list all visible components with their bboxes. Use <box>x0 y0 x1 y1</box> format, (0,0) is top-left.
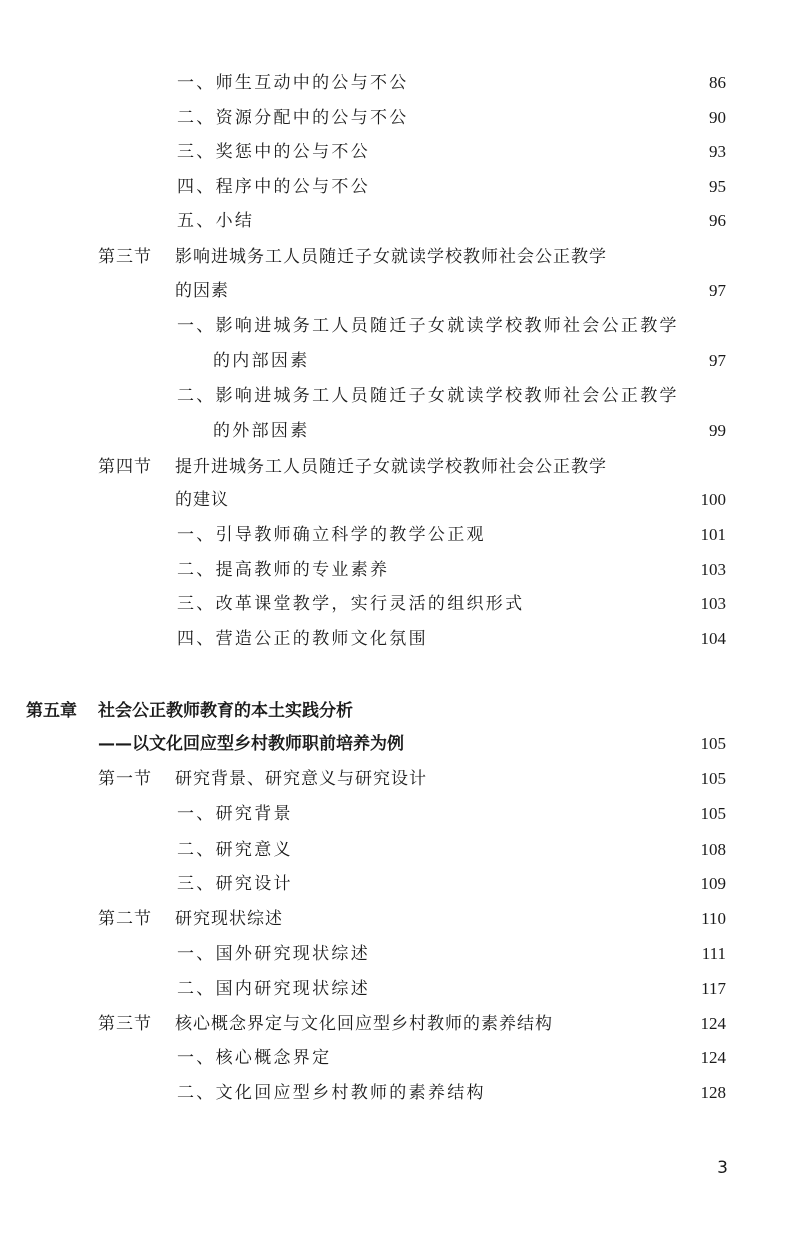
entry-title: 三、改革课堂教学，实行灵活的组织形式 <box>177 594 525 614</box>
section-label: 第三节 <box>98 247 152 267</box>
toc-chapter <box>0 696 790 726</box>
entry-page: 99 <box>709 421 726 440</box>
toc-entry <box>0 172 790 202</box>
toc-entry <box>0 137 790 167</box>
entry-title: 一、研究背景 <box>177 804 293 824</box>
section-label: 第四节 <box>98 457 152 477</box>
section-title-cont: 的因素 <box>175 281 229 301</box>
section-title: 研究背景、研究意义与研究设计 <box>175 769 427 789</box>
toc-entry <box>0 869 790 899</box>
toc-section-cont <box>0 276 790 306</box>
entry-page: 117 <box>701 979 726 998</box>
chapter-title: 社会公正教师教育的本土实践分析 <box>98 701 353 721</box>
entry-page: 128 <box>700 1083 726 1102</box>
entry-title: 一、师生互动中的公与不公 <box>177 73 409 93</box>
toc-chapter-subtitle <box>0 729 790 759</box>
entry-title: 二、研究意义 <box>177 840 293 860</box>
entry-page: 104 <box>700 629 726 648</box>
toc-entry <box>0 974 790 1004</box>
toc-section <box>0 452 790 482</box>
entry-title: 一、国外研究现状综述 <box>177 944 370 964</box>
toc-entry <box>0 206 790 236</box>
entry-title-cont: 的内部因素 <box>213 351 310 371</box>
entry-page: 100 <box>700 490 726 509</box>
section-label: 第三节 <box>98 1014 152 1034</box>
section-label: 第一节 <box>98 769 152 789</box>
toc-entry <box>0 1078 790 1108</box>
entry-title: 二、资源分配中的公与不公 <box>177 108 409 128</box>
toc-entry <box>0 311 790 341</box>
entry-page: 93 <box>709 142 726 161</box>
entry-title: 三、研究设计 <box>177 874 293 894</box>
toc-section <box>0 1009 790 1039</box>
section-title: 影响进城务工人员随迁子女就读学校教师社会公正教学 <box>175 247 607 267</box>
toc-entry <box>0 939 790 969</box>
toc-entry <box>0 103 790 133</box>
section-title: 研究现状综述 <box>175 909 283 929</box>
toc-entry <box>0 589 790 619</box>
entry-page: 108 <box>700 840 726 859</box>
toc-section-cont <box>0 485 790 515</box>
toc-entry <box>0 68 790 98</box>
chapter-subtitle: ——以文化回应型乡村教师职前培养为例 <box>98 734 404 754</box>
chapter-label: 第五章 <box>26 701 77 721</box>
section-title-cont: 的建议 <box>175 490 229 510</box>
entry-page: 111 <box>701 944 726 963</box>
entry-page: 86 <box>709 73 726 92</box>
toc-section <box>0 764 790 794</box>
entry-page: 124 <box>700 1014 726 1033</box>
toc-entry <box>0 381 790 411</box>
section-label: 第二节 <box>98 909 152 929</box>
entry-page: 96 <box>709 211 726 230</box>
page-number: 3 <box>717 1158 728 1178</box>
entry-page: 95 <box>709 177 726 196</box>
section-title: 核心概念界定与文化回应型乡村教师的素养结构 <box>175 1014 553 1034</box>
entry-title: 一、核心概念界定 <box>177 1048 332 1068</box>
entry-title: 一、影响进城务工人员随迁子女就读学校教师社会公正教学 <box>177 316 679 336</box>
entry-title: 二、影响进城务工人员随迁子女就读学校教师社会公正教学 <box>177 386 679 406</box>
toc-entry <box>0 520 790 550</box>
entry-page: 105 <box>700 734 726 753</box>
toc-entry <box>0 624 790 654</box>
entry-page: 97 <box>709 351 726 370</box>
toc-section <box>0 904 790 934</box>
toc-entry <box>0 1043 790 1073</box>
entry-page: 103 <box>700 594 726 613</box>
entry-page: 97 <box>709 281 726 300</box>
entry-page: 103 <box>700 560 726 579</box>
entry-page: 109 <box>700 874 726 893</box>
section-title: 提升进城务工人员随迁子女就读学校教师社会公正教学 <box>175 457 607 477</box>
toc-entry <box>0 835 790 865</box>
entry-title: 二、国内研究现状综述 <box>177 979 370 999</box>
toc-entry-cont <box>0 346 790 376</box>
entry-page: 105 <box>700 804 726 823</box>
toc-entry <box>0 555 790 585</box>
entry-page: 101 <box>700 525 726 544</box>
entry-title: 五、小结 <box>177 211 255 231</box>
entry-page: 110 <box>701 909 726 928</box>
entry-title: 一、引导教师确立科学的教学公正观 <box>177 525 486 545</box>
entry-title: 二、提高教师的专业素养 <box>177 560 390 580</box>
toc-section <box>0 242 790 272</box>
entry-title: 三、奖惩中的公与不公 <box>177 142 370 162</box>
toc-entry <box>0 799 790 829</box>
entry-title: 四、营造公正的教师文化氛围 <box>177 629 428 649</box>
entry-title: 二、文化回应型乡村教师的素养结构 <box>177 1083 486 1103</box>
toc-entry-cont <box>0 416 790 446</box>
entry-page: 105 <box>700 769 726 788</box>
entry-page: 90 <box>709 108 726 127</box>
entry-title-cont: 的外部因素 <box>213 421 310 441</box>
entry-title: 四、程序中的公与不公 <box>177 177 370 197</box>
entry-page: 124 <box>700 1048 726 1067</box>
